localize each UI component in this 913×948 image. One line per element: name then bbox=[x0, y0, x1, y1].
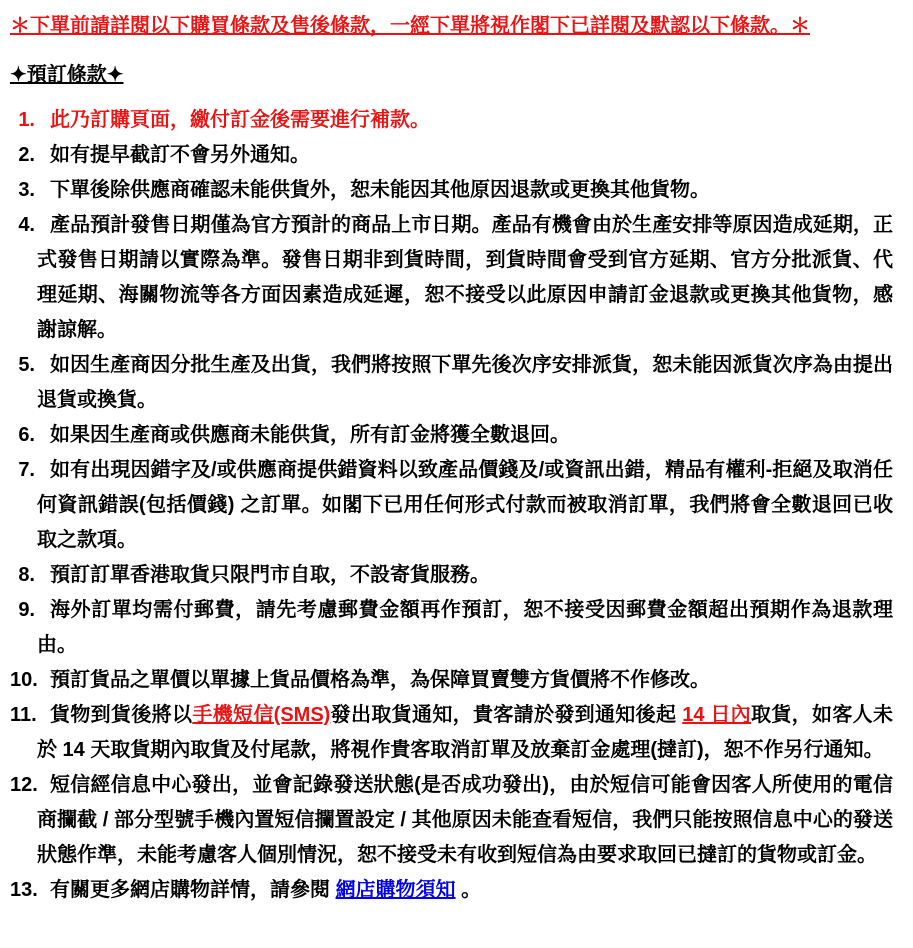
term-text: 下單後除供應商確認未能供貨外，恕未能因其他原因退款或更換其他貨物。 bbox=[50, 179, 710, 201]
term-text: 如果因生產商或供應商未能供貨，所有訂金將獲全數退回。 bbox=[50, 424, 570, 446]
term-text: 有關更多網店購物詳情，請參閱 bbox=[50, 879, 336, 901]
term-item-4 bbox=[10, 208, 893, 348]
term-text: 取貨，如客人未於 14 天取貨期內取貨及付尾款，將視作貴客取消訂單及放棄訂金處理(撻訂)，恕不作另行通知。 bbox=[37, 704, 894, 761]
pre-order-warning-banner: ＊下單前請詳閱以下購買條款及售後條款，一經下單將視作閣下已詳閱及默認以下條款。＊ bbox=[10, 15, 810, 37]
terms-list bbox=[10, 103, 893, 908]
term-number: 6. bbox=[18, 424, 35, 446]
term-item-5 bbox=[10, 348, 893, 418]
section-title bbox=[10, 62, 893, 89]
term-content bbox=[37, 214, 893, 341]
term-item-10 bbox=[10, 663, 893, 698]
store-shopping-notice-link[interactable]: 網店購物須知 bbox=[335, 879, 456, 901]
term-text: 如因生產商因分批生產及出貨，我們將按照下單先後次序安排派貨，恕未能因派貨次序為由提出退貨或換貨。 bbox=[37, 354, 893, 411]
term-text: 此乃訂購頁面，繳付訂金後需要進行補款。 bbox=[50, 109, 430, 131]
term-text: 如有出現因錯字及/或供應商提供錯資料以致產品價錢及/或資訊出錯，精品有權利-拒絕及取消任何資訊錯誤(包括價錢) 之訂單。如閣下已用任何形式付款而被取消訂單，我們將會全數退回已收取之款項。 bbox=[37, 459, 893, 551]
term-number: 2. bbox=[18, 144, 35, 166]
term-item-7 bbox=[10, 453, 893, 558]
term-number: 8. bbox=[18, 564, 35, 586]
term-number: 11. bbox=[10, 704, 37, 726]
term-text: 貨物到貨後將以 bbox=[50, 704, 193, 726]
term-content bbox=[37, 354, 893, 411]
term-text: 發出取貨通知，貴客請於發到通知後起 bbox=[330, 704, 683, 726]
term-content bbox=[50, 424, 570, 446]
term-text: 如有提早截訂不會另外通知。 bbox=[50, 144, 310, 166]
term-content bbox=[50, 109, 430, 131]
term-item-1 bbox=[10, 103, 893, 138]
highlighted-term-text: 14 日內 bbox=[682, 704, 752, 726]
term-text: 短信經信息中心發出，並會記錄發送狀態(是否成功發出)，由於短信可能會因客人所使用的電信商攔截 / 部分型號手機內置短信攔置設定 / 其他原因未能查看短信，我們只能按照信息中心的發送狀態作準，未能考慮客人個別情況，恕不接受未有收到短信為由要求取回已撻訂的貨物或訂金。 bbox=[37, 774, 893, 866]
term-content bbox=[37, 599, 893, 656]
term-item-13 bbox=[10, 873, 893, 908]
term-item-9 bbox=[10, 593, 893, 663]
term-number: 7. bbox=[18, 459, 35, 481]
term-content bbox=[50, 144, 310, 166]
term-number: 1. bbox=[18, 109, 35, 131]
term-number: 13. bbox=[10, 879, 38, 901]
term-text: 預訂貨品之單價以單據上貨品價格為準，為保障買賣雙方貨價將不作修改。 bbox=[50, 669, 710, 691]
term-text: 產品預計發售日期僅為官方預計的商品上市日期。產品有機會由於生產安排等原因造成延期，正式發售日期請以實際為準。發售日期非到貨時間，到貨時間會受到官方延期、官方分批派貨、代理延期、海關物流等各方面因素造成延遲，恕不接受以此原因申請訂金退款或更換其他貨物，感謝諒解。 bbox=[37, 214, 893, 341]
term-number: 12. bbox=[10, 774, 38, 796]
term-content bbox=[37, 774, 893, 866]
term-item-11 bbox=[10, 698, 893, 768]
term-text: 。 bbox=[455, 879, 482, 901]
term-item-8 bbox=[10, 558, 893, 593]
term-text: 海外訂單均需付郵費，請先考慮郵費金額再作預訂，恕不接受因郵費金額超出預期作為退款理由。 bbox=[37, 599, 893, 656]
term-item-2 bbox=[10, 138, 893, 173]
term-number: 9. bbox=[18, 599, 35, 621]
term-number: 3. bbox=[18, 179, 35, 201]
term-number: 5. bbox=[18, 354, 35, 376]
term-content bbox=[50, 669, 710, 691]
section-title-text: ✦預訂條款✦ bbox=[10, 64, 124, 86]
term-item-12 bbox=[10, 768, 893, 873]
term-number: 4. bbox=[18, 214, 35, 236]
term-content bbox=[50, 179, 710, 201]
term-content bbox=[37, 459, 893, 551]
term-content bbox=[50, 879, 481, 901]
term-number: 10. bbox=[10, 669, 38, 691]
term-text: 預訂訂單香港取貨只限門市自取，不設寄貨服務。 bbox=[50, 564, 490, 586]
term-content bbox=[50, 564, 490, 586]
term-content bbox=[37, 704, 893, 761]
term-item-6 bbox=[10, 418, 893, 453]
highlighted-term-text: 手機短信(SMS) bbox=[192, 704, 331, 726]
term-item-3 bbox=[10, 173, 893, 208]
